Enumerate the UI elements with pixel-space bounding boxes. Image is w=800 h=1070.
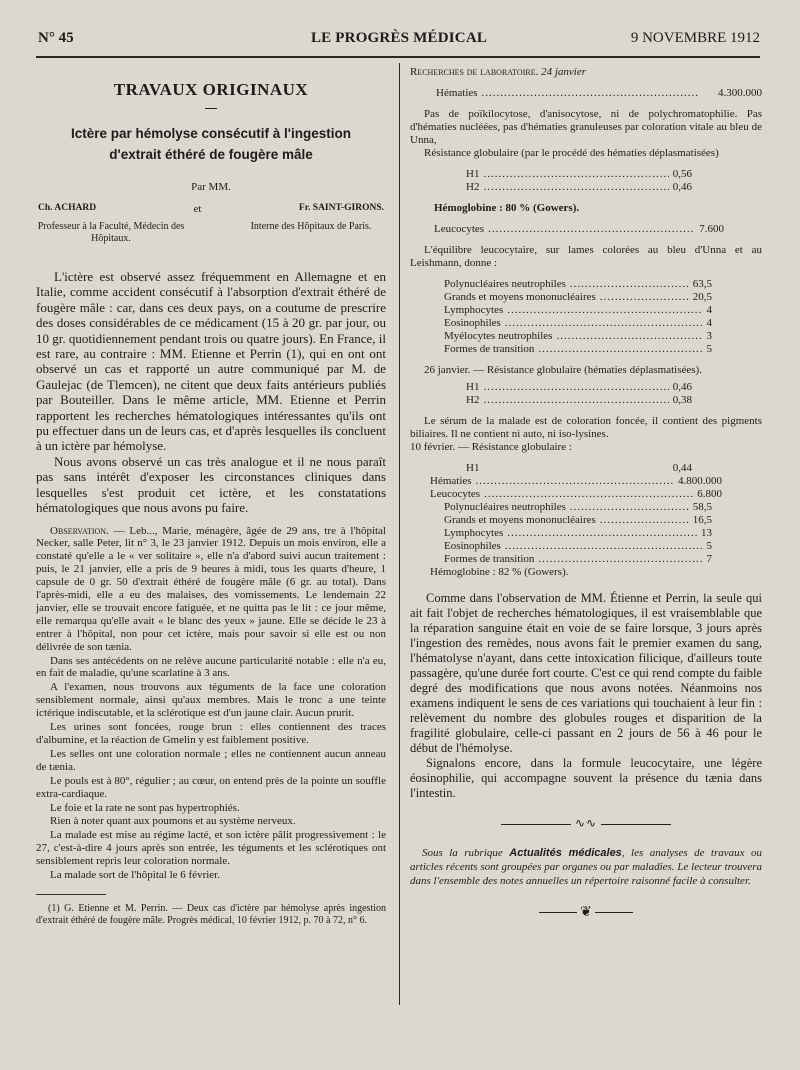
h1b-value: 0,46 xyxy=(672,381,692,393)
formula-label: Lymphocytes xyxy=(444,304,504,316)
par-mm: Par MM. xyxy=(191,181,231,193)
authors-line xyxy=(36,203,386,215)
formula-label: Grands et moyens mononucléaires xyxy=(444,291,596,303)
formula-label: Myélocytes neutrophiles xyxy=(444,330,553,342)
h2b-value: 0,38 xyxy=(672,394,692,406)
author-saint-girons: Fr. SAINT-GIRONS. xyxy=(298,203,384,213)
conclusion xyxy=(410,591,762,801)
serum-text: Le sérum de la malade est de coloration foncée, il contient des pigments biliaires. Il ne contient ni auto, ni iso-lysines. xyxy=(410,415,762,440)
observation-text: — Leb..., Marie, ménagère, âgée de 29 ans, tre à l'hôpital Necker, salle Peter, lit n° 3, le 23 janvier 1912. Depuis un mois environ, elle a constaté qu'elle a le « ver solitaire », elle n'a d'abord suivi aucun traitement : puis, le 21 janvier, elle a pris de 9 heures à midi, tous les quarts d'heure, 1 capsule de 0 gr. 50 d'extrait éthéré de fougère mâle (6 gr. au total). Dans l'après-midi, elle a eu des malaises, des vomissements. Le lendemain 22 janvier, elle se trouvait encore fatiguée, et ne quitta pas le lit : ce jour même, elle remarqua qu'elle avait « le blanc des yeux » jaune. Elle se décide le 23 à entrer à l'hôpital, non pour cet ictère, mais pour savoir si elle est ou non délivrée de son tænia. xyxy=(36,524,386,653)
author-join: et xyxy=(193,203,202,215)
hemoglobine-2: Hémoglobine : 82 % (Gowers). xyxy=(430,566,569,578)
formula-value: 58,5 xyxy=(692,501,712,513)
formula-label: Eosinophiles xyxy=(444,317,501,329)
ornament-fleuron: ❦ xyxy=(410,906,762,919)
introduction xyxy=(36,269,386,516)
article-title-line-2: d'extrait éthéré de fougère mâle xyxy=(109,147,313,162)
lab-heading: Recherches de laboratoire. xyxy=(410,66,539,78)
formula-value: 4 xyxy=(706,317,712,329)
hematies-c-row xyxy=(410,475,762,488)
hematies-value: 4.300.000 xyxy=(718,87,762,99)
notice-rubrique: Actualités médicales xyxy=(509,847,622,859)
lab-heading-line xyxy=(410,66,762,79)
hematies-label: Hématies xyxy=(430,475,472,487)
h2-row xyxy=(410,181,762,194)
formula-row xyxy=(444,540,712,553)
leucocytes-label: Leucocytes xyxy=(434,223,485,235)
issue-date: 9 NOVEMBRE 1912 xyxy=(630,30,760,46)
h2-label: H2 xyxy=(466,394,480,406)
formula-row xyxy=(444,291,712,304)
observation-paragraph: Le pouls est à 80°, régulier ; au cœur, on entend près de la pointe un souffle extra-cardiaque. xyxy=(36,774,386,800)
issue-number: N° 45 xyxy=(38,30,74,46)
affiliations xyxy=(36,221,386,245)
notice-text: , les analyses de travaux ou articles récents sont groupées par organes ou par maladies. Le lecteur trouvera dans l'ensemble des notes annuelles un répertoire raisonné facile à consulter. xyxy=(410,847,762,887)
notice-text: Sous la rubrique xyxy=(422,847,510,859)
observation-paragraph xyxy=(36,525,386,654)
formula-value: 16,5 xyxy=(692,514,712,526)
formula-label: Lymphocytes xyxy=(444,527,504,539)
h1-row xyxy=(410,168,762,181)
feb10-text: 10 février. — Résistance globulaire : xyxy=(410,441,572,453)
observation-paragraph: La malade est mise au régime lacté, et son ictère pâlit progressivement : le 27, c'est-à-dire 4 jours après son entrée, les téguments et les sclérotiques ont sensiblement repris leur coloration normale. xyxy=(36,829,386,868)
article-title xyxy=(36,123,386,165)
observation-label: Observation. xyxy=(50,524,109,537)
author-achard: Ch. ACHARD xyxy=(38,203,97,213)
h1c-row xyxy=(410,462,762,475)
formula-label: Polynucléaires neutrophiles xyxy=(444,501,566,513)
observation-paragraph: Dans ses antécédents on ne relève aucune particularité notable : elle n'a eu, en fait de maladie, qu'une scarlatine à 3 ans. xyxy=(36,654,386,680)
observation xyxy=(36,525,386,882)
formula-value: 5 xyxy=(706,343,712,355)
formula-label: Polynucléaires neutrophiles xyxy=(444,278,566,290)
h1-label: H1 xyxy=(466,462,480,474)
formula-label: Formes de transition xyxy=(444,343,535,355)
formula-value: 20,5 xyxy=(692,291,712,303)
journal-name: LE PROGRÈS MÉDICAL xyxy=(310,30,488,46)
h1-value: 0,56 xyxy=(672,168,692,180)
formula-value: 4 xyxy=(706,304,712,316)
formula-row xyxy=(444,330,712,343)
formula-row xyxy=(444,501,712,514)
leukocyte-formula-2 xyxy=(410,501,762,566)
conclusion-paragraph: Comme dans l'observation de MM. Étienne et Perrin, la seule qui ait fait l'objet de recherches hématologiques, il est vraisemblable que la réparation sanguine était en voie de se faire lorsque, 3 jours après l'ingestion des remèdes, nous avons fait le premier examen du sang, l'hématolyse n'ayant, dans cette intoxication filicique, d'ailleurs toute passagère, qu'une durée fort courte. C'est ce qui rend compte du faible degré des modifications que nous avons notées. Néanmoins nos examens indiquent le sens de ces variations qui touchaient à leur fin : relèvement du nombre des globules rouges et disparition de la fragilité globulaire, celle-ci passant en 2 jours de 56 à 46 pour le début de l'hémolyse. xyxy=(410,591,762,755)
formula-value: 3 xyxy=(706,330,712,342)
lab-date: 24 janvier xyxy=(538,66,587,78)
formula-value: 7 xyxy=(706,553,712,565)
leucocytes-value: 7.600 xyxy=(699,223,724,235)
h2-label: H2 xyxy=(466,181,480,193)
formula-value: 5 xyxy=(706,540,712,552)
formula-label: Grands et moyens mononucléaires xyxy=(444,514,596,526)
h1b-row xyxy=(410,381,762,394)
conclusion-paragraph: Signalons encore, dans la formule leucocytaire, une légère éosinophilie, qui accompagne souvent la présence du tænia dans l'intestin. xyxy=(410,756,762,800)
h2-value: 0,46 xyxy=(672,181,692,193)
rubrique-notice xyxy=(410,846,762,888)
h2b-row xyxy=(410,394,762,407)
observation-paragraph: Rien à noter quant aux poumons et au système nerveux. xyxy=(50,815,296,828)
affiliation-saint-girons: Interne des Hôpitaux de Paris. xyxy=(250,221,372,232)
section-title: TRAVAUX ORIGINAUX xyxy=(113,80,309,99)
hematies-c-value: 4.800.000 xyxy=(678,475,722,487)
left-column xyxy=(36,66,386,927)
ornament-divider: ∿∿ xyxy=(410,817,762,830)
right-column xyxy=(410,66,762,919)
leucocytes-row xyxy=(410,223,762,236)
equilibre-text: L'équilibre leucocytaire, sur lames colorées au bleu d'Unna et au Leishmann, donne : xyxy=(410,244,762,269)
footnote: (1) G. Etienne et M. Perrin. — Deux cas d'ictère par hémolyse après ingestion d'extrait éthéré de fougère mâle. Progrès médical, 10 février 1912, p. 70 à 72, n° 6. xyxy=(36,902,386,926)
formula-row xyxy=(444,304,712,317)
formula-row xyxy=(444,553,712,566)
header-rule xyxy=(36,56,760,58)
observation-paragraph: Les urines sont foncées, rouge brun : elles contiennent des traces d'albumine, et la réaction de Gmelin y est faiblement positive. xyxy=(36,721,386,746)
footnote-rule xyxy=(36,894,106,895)
observation-paragraph: Le foie et la rate ne sont pas hypertrophiés. xyxy=(50,801,240,814)
formula-row xyxy=(444,278,712,291)
formula-value: 63,5 xyxy=(692,278,712,290)
h1-label: H1 xyxy=(466,381,480,393)
poikilocytose-text: Pas de poïkilocytose, d'anisocytose, ni de polychromatophilie. Pas d'hématies nucléées, pas d'hématies granuleuses par coloration vitale au bleu de Unna, xyxy=(410,108,762,146)
intro-paragraph: L'ictère est observé assez fréquemment en Allemagne et en Italie, comme accident consécutif à l'absorption d'extrait éthéré de fougère mâle : car, dans ces deux pays, on a coutume de prescrire des doses considérables de ce médicament (15 à 20 gr. par jour, ou 10 gr. quotidiennement pendant trois ou quatre jours). En France, il est rare, au contraire : MM. Etienne et Perrin (1), qui en ont ont observé un cas et rapporté un autre communiqué par M. de Gaulejac (de Tlemcen), ne citent que deux faits antérieurs publiés par Bouteiller. Dans le même article, MM. Etienne et Perrin rapportent les recherches hématologiques intéressantes qu'ils ont pu effectuer dans un de leurs cas, et d'après lesquelles ils concluent à un ictère par hémolyse. xyxy=(36,269,386,454)
affiliation-achard: Professeur à la Faculté, Médecin des Hôpitaux. xyxy=(37,221,185,244)
article-title-line-1: Ictère par hémolyse consécutif à l'ingestion xyxy=(70,126,352,141)
h1-label: H1 xyxy=(466,168,480,180)
leucocytes-c-row xyxy=(410,488,762,501)
observation-paragraph: Les selles ont une coloration normale ; elles ne contiennent aucun anneau de tænia. xyxy=(36,747,386,773)
jan26-text: 26 janvier. — Résistance globulaire (hématies déplasmatisées). xyxy=(424,364,702,376)
leukocyte-formula-1 xyxy=(410,278,762,356)
observation-paragraph: La malade sort de l'hôpital le 6 février. xyxy=(50,869,220,882)
resistance-text: Résistance globulaire (par le procédé des hématies déplasmatisées) xyxy=(424,147,719,159)
running-header xyxy=(38,30,760,52)
intro-paragraph: Nous avons observé un cas très analogue et il ne nous paraît pas sans intérêt d'exposer les circonstances cliniques dans lesquelles s'est produit cet ictère, et les constatations hématologiques que nous avons pu faire. xyxy=(36,453,386,516)
formula-row xyxy=(444,317,712,330)
formula-row xyxy=(444,527,712,540)
section-dash xyxy=(205,108,217,109)
formula-row xyxy=(444,514,712,527)
observation-paragraph: A l'examen, nous trouvons aux téguments de la face une coloration sensiblement normale, ainsi qu'aux membres. Mais le tronc a une teinte ictérique indiscutable, et la sclérotique est d'un jaune clair. Aucun prurit. xyxy=(36,681,386,720)
column-divider xyxy=(399,63,400,1005)
hematies-label: Hématies xyxy=(436,87,478,99)
hematies-row xyxy=(410,87,762,100)
formula-label: Eosinophiles xyxy=(444,540,501,552)
formula-row xyxy=(444,343,712,356)
hemoglobine-1: Hémoglobine : 80 % (Gowers). xyxy=(434,202,580,214)
leucocytes-c-value: 6.800 xyxy=(697,488,722,500)
formula-value: 13 xyxy=(701,527,712,539)
leucocytes-label: Leucocytes xyxy=(430,488,481,500)
h1c-value: 0,44 xyxy=(672,462,692,474)
formula-label: Formes de transition xyxy=(444,553,535,565)
